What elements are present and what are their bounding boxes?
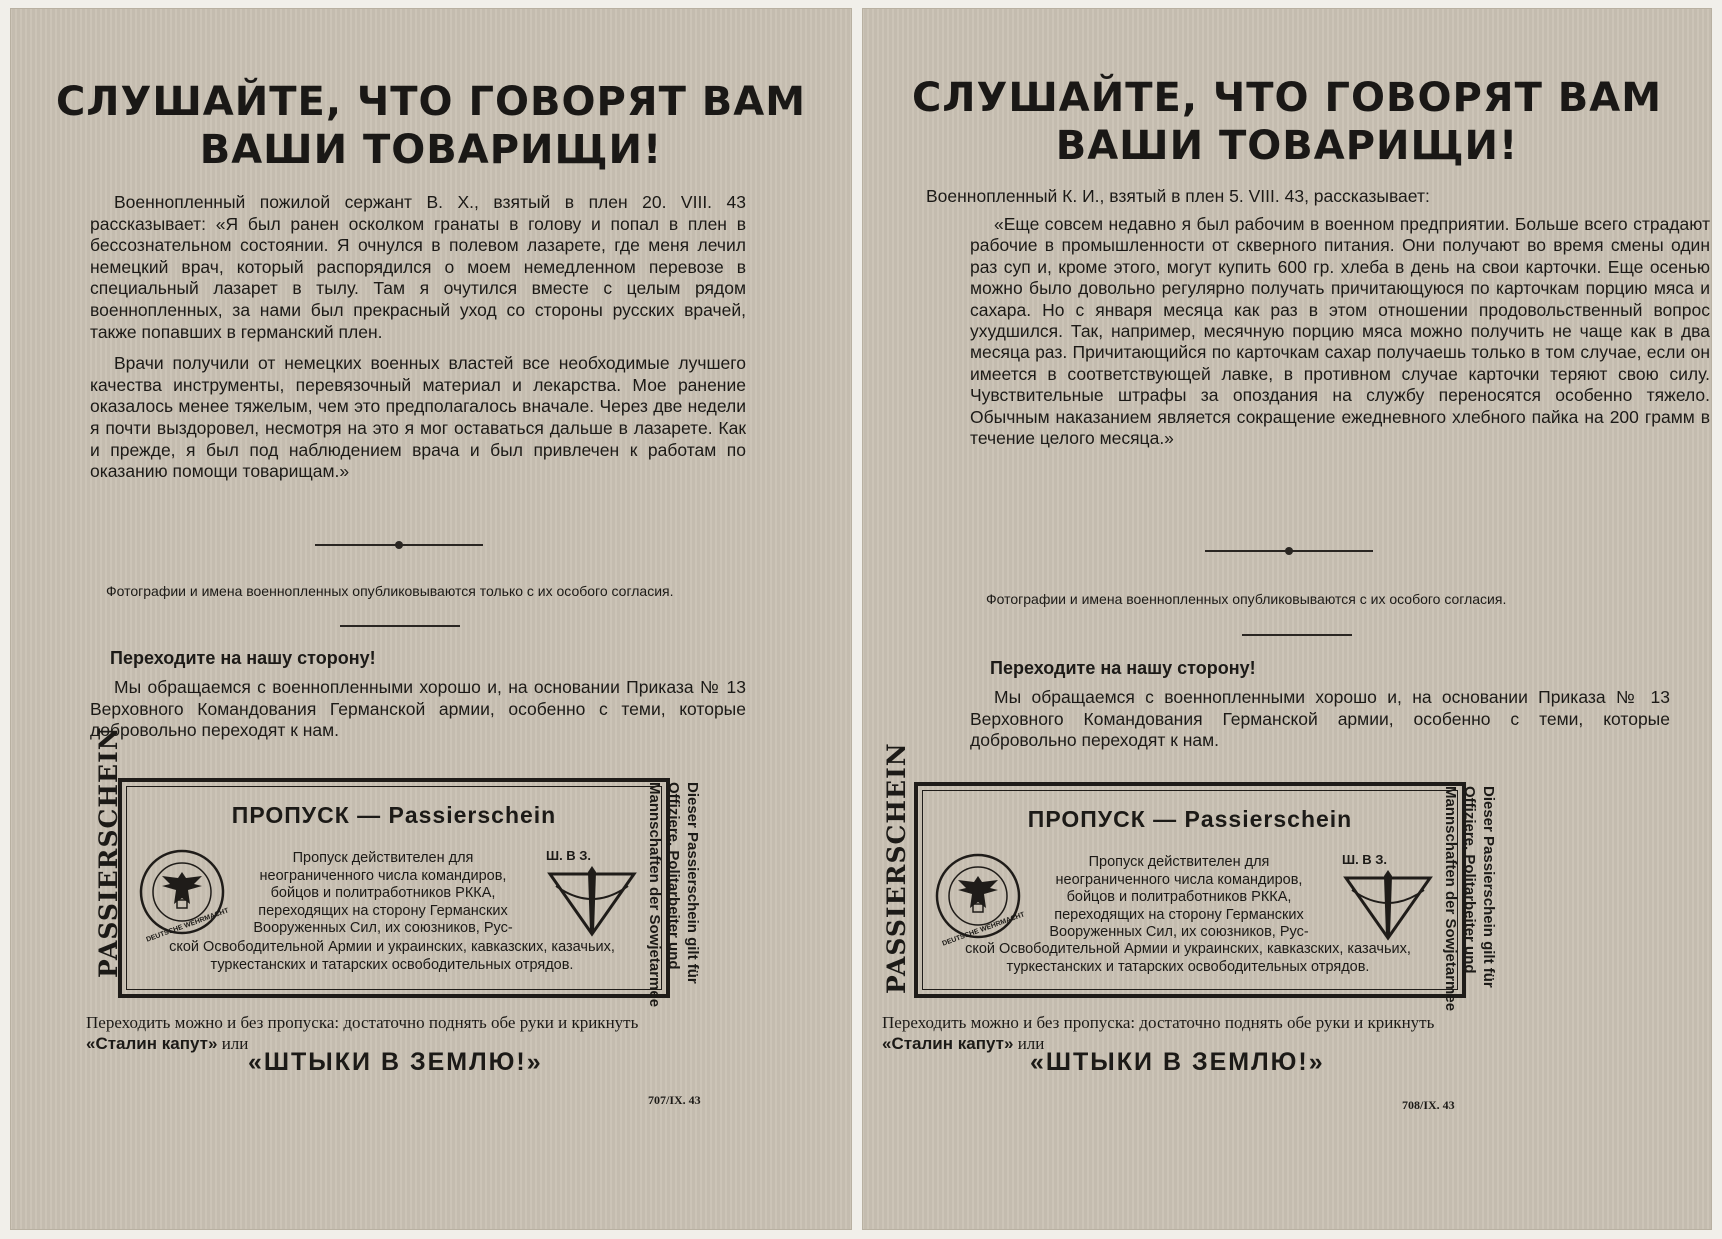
german-validity-note [645,782,702,1007]
passierschein-vertical-label: PASSIERSCHEIN [94,726,123,978]
pass-text: Пропуск действителен для неограниченного числа командиров, бойцов и политработников РККА, переходящих на сторону Германских Вооруженных Сил, их союзников, Рус- [253,850,513,936]
leaflet-headline [10,78,852,174]
passierschein-vertical-label: PASSIERSCHEIN [882,742,911,994]
leaflet-code: 708/IX. 43 [1402,1098,1455,1112]
appeal-text: Мы обращаемся с военнопленными хорошо и, на основании Приказа № 13 Верховного Командования Германской армии, особенно с теми, которые добровольно переходят к нам. [970,687,1670,750]
consent-note: Фотографии и имена военнопленных опубликовываются только с их особого согласия. [106,583,674,599]
german-line-3: Mannschaften der Sowjetarmee [646,782,663,1008]
consent-note: Фотографии и имена военнопленных опубликовываются с их особого согласия. [986,591,1507,607]
short-rule [1242,634,1352,636]
pass-text-continued: ской Освободительной Армии и украинских, кавказских, казачьих, туркестанских и татарских освободительных отрядов. [169,939,615,973]
headline-line-2: ВАШИ ТОВАРИЩИ! [1055,123,1519,169]
emblem-right-label: Ш. В З. [1342,852,1388,867]
emblem-ring-text: DEUTSCHE WEHRMACHT [941,911,1026,948]
story-paragraph-1: Военнопленный пожилой сержант В. Х., взятый в плен 20. VIII. 43 рассказывает: «Я был ранен осколком гранаты в голову и попал в плен в бессознательном состоянии. Я очнулся в полевом лазарете, где меня лечил немецкий врач, который распорядился о моем немедленном перевозе в специальный лазарет в тылу. Там я очутился вместе с целым рядом военнопленных, за нами был прекрасный уход со стороны русских врачей, также попавших в германский плен. [90,192,746,342]
story-text [970,214,1710,459]
german-validity-note [1441,786,1498,1011]
or-word: или [1017,1034,1045,1053]
stalin-kaput-phrase: «Сталин капут» [882,1034,1014,1053]
story-intro: Военнопленный К. И., взятый в плен 5. VIII. 43, рассказывает: [926,186,1430,206]
german-line-1: Dieser Passierschein gilt für [1480,786,1497,988]
short-rule [340,625,460,627]
pass-box [118,778,670,998]
call-to-action: Переходите на нашу сторону! [990,658,1256,678]
story-paragraph-2: Врачи получили от немецких военных властей все необходимые лучшего качества инструменты, перевязочный материал и лекарства. Мое ранение оказалось менее тяжелым, чем это предполагалось вначале. Через две недели я почти выздоровел, несмотря на это я мог оставаться дальше в лазарете. Как и прежде, я был под наблюдением врача и был привлечен к работам по оказанию помощи товарищам.» [90,353,746,482]
pass-title: ПРОПУСК — Passierschein [231,802,557,828]
german-line-2: Offiziere, Politarbeiter und [1461,786,1478,974]
pass-box [914,782,1466,998]
sword-shield-icon [1342,870,1434,942]
stalin-kaput-phrase: «Сталин капут» [86,1034,218,1053]
sword-shield-icon [546,866,638,938]
appeal-text: Мы обращаемся с военнопленными хорошо и, на основании Приказа № 13 Верховного Командования Германской армии, особенно с теми, которые добровольно переходят к нам. [90,677,746,740]
call-to-action: Переходите на нашу сторону! [110,648,376,668]
emblem-ring-text: DEUTSCHE WEHRMACHT [145,907,230,944]
headline-line-1: СЛУШАЙТЕ, ЧТО ГОВОРЯТ ВАМ [55,79,807,125]
german-line-1: Dieser Passierschein gilt für [684,782,701,984]
german-line-3: Mannschaften der Sowjetarmee [1442,786,1459,1012]
leaflet-code: 707/IX. 43 [648,1093,701,1107]
story-paragraph-2: «Еще совсем недавно я был рабочим в военном предприятии. Больше всего страдают рабочие в промышленности от скверного питания. Они получают во время смены один раз суп и, кроме этого, могут купить 600 гр. хлеба в день на свои карточки. Еще осенью можно было довольно регулярно получать причитающуюся по карточкам порцию мяса и сахара. Но с января месяца как раз в этом отношении продовольственный вопрос ухудшился. Так, например, месячную порцию мяса можно получить не чаще как в два месяца раз. Причитающийся по карточкам сахар получаешь только в том случае, если он имеется в соответствующей лавке, в противном случае карточки теряют свою силу. Чувствительные штрафы за опоздания на службу переносятся особенно тяжело. Обычным наказанием является сокращение ежедневного хлебного пайка на 200 грамм в течение целого месяца.» [970,214,1710,449]
bayonets-slogan: «ШТЫКИ В ЗЕМЛЮ!» [1030,1048,1325,1076]
ornamental-divider [1205,550,1373,552]
leaflet-headline [862,74,1712,170]
pass-text: Пропуск действителен для неограниченного числа командиров, бойцов и политработников РККА, переходящих на сторону Германских Вооруженных Сил, их союзников, Рус- [1049,854,1309,940]
crossing-line-1: Переходить можно и без пропуска: достаточно поднять обе руки и крикнуть [86,1013,639,1032]
or-word: или [221,1034,249,1053]
crossing-line-1: Переходить можно и без пропуска: достаточно поднять обе руки и крикнуть [882,1013,1435,1032]
leaflet-left [10,8,852,1230]
headline-line-1: СЛУШАЙТЕ, ЧТО ГОВОРЯТ ВАМ [911,75,1663,121]
german-line-2: Offiziere, Politarbeiter und [665,782,682,970]
ornamental-divider [315,544,483,546]
leaflet-right [862,8,1712,1230]
emblem-right-label: Ш. В З. [546,848,592,863]
headline-line-2: ВАШИ ТОВАРИЩИ! [199,127,663,173]
pass-text-continued: ской Освободительной Армии и украинских, кавказских, казачьих, туркестанских и татарских освободительных отрядов. [965,941,1411,975]
pass-title: ПРОПУСК — Passierschein [1027,806,1353,832]
bayonets-slogan: «ШТЫКИ В ЗЕМЛЮ!» [248,1048,543,1076]
story-text [90,192,746,493]
